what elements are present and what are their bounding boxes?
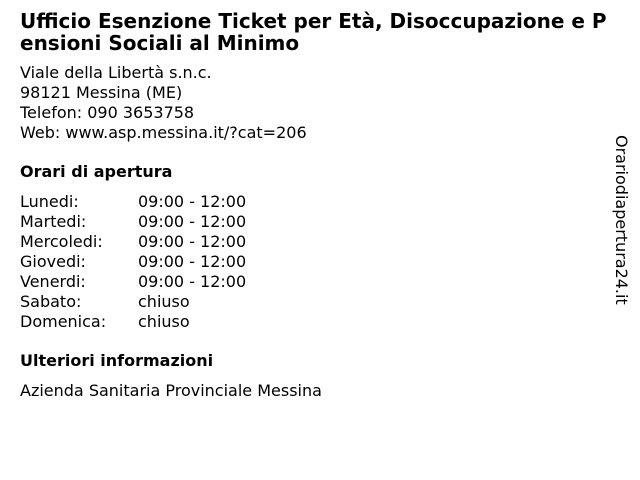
day-label: Lunedi: <box>20 192 79 211</box>
site-brand-watermark: Orariodiapertura24.it <box>612 135 631 305</box>
hours-row-wednesday <box>20 232 612 252</box>
office-info-card <box>20 10 612 401</box>
office-title: Ufficio Esenzione Ticket per Età, Disoccupazione e Pensioni Sociali al Minimo <box>20 9 607 55</box>
time-value: chiuso <box>138 312 190 331</box>
hours-row-saturday <box>20 292 612 312</box>
time-value: chiuso <box>138 292 190 311</box>
time-value: 09:00 - 12:00 <box>138 252 247 271</box>
time-value: 09:00 - 12:00 <box>138 232 247 251</box>
opening-hours-heading: Orari di apertura <box>20 162 173 181</box>
more-info-heading: Ulteriori informazioni <box>20 351 214 370</box>
website-link[interactable]: Web: www.asp.messina.it/?cat=206 <box>20 123 307 142</box>
time-value: 09:00 - 12:00 <box>138 192 247 211</box>
phone-number: Telefon: 090 3653758 <box>20 103 195 122</box>
day-label: Domenica: <box>20 312 107 331</box>
hours-row-thursday <box>20 252 612 272</box>
hours-row-sunday <box>20 312 612 332</box>
day-label: Giovedi: <box>20 252 86 271</box>
hours-row-friday <box>20 272 612 292</box>
opening-hours-list <box>20 192 612 332</box>
day-label: Sabato: <box>20 292 82 311</box>
hours-row-monday <box>20 192 612 212</box>
more-info-text: Azienda Sanitaria Provinciale Messina <box>20 381 322 400</box>
time-value: 09:00 - 12:00 <box>138 272 247 291</box>
hours-row-tuesday <box>20 212 612 232</box>
time-value: 09:00 - 12:00 <box>138 212 247 231</box>
day-label: Mercoledi: <box>20 232 103 251</box>
day-label: Martedi: <box>20 212 87 231</box>
city-postal: 98121 Messina (ME) <box>20 83 183 102</box>
address-block <box>20 63 612 143</box>
day-label: Venerdi: <box>20 272 86 291</box>
street-address: Viale della Libertà s.n.c. <box>20 63 212 82</box>
